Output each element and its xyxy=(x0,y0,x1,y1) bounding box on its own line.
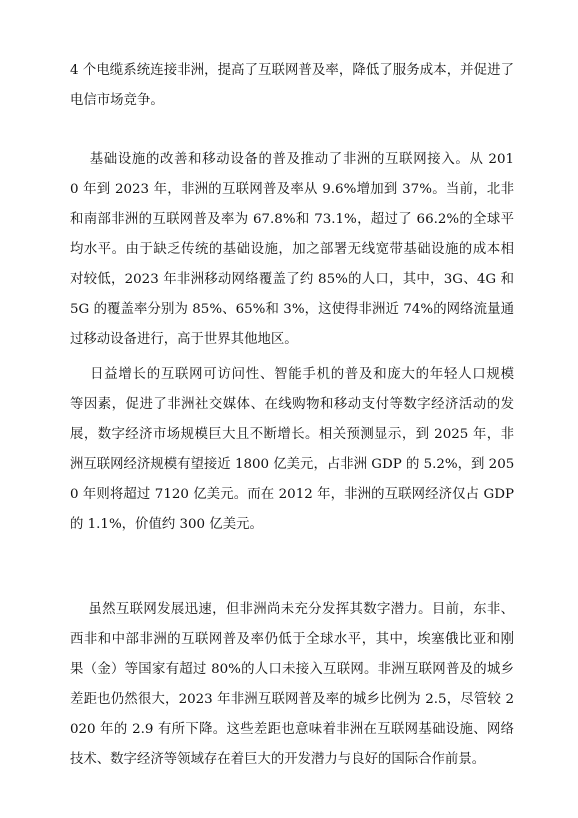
paragraph-4 xyxy=(70,595,514,775)
text-line: 020 年的 2.9 有所下降。这些差距也意味着非洲在互联网基础设施、网络 xyxy=(70,722,514,737)
paragraph-1 xyxy=(70,56,514,116)
text-line: 4 个电缆系统连接非洲，提高了互联网普及率，降低了服务成本，并促进了 xyxy=(70,63,514,78)
text-line: 的 1.1%，价值约 300 亿美元。 xyxy=(70,517,263,532)
text-line: 和南部非洲的互联网普及率为 67.8%和 73.1%，超过了 66.2%的全球平 xyxy=(70,212,514,227)
text-line: 日益增长的互联网可访问性、智能手机的普及和庞大的年轻人口规模 xyxy=(70,367,514,382)
text-line: 展，数字经济市场规模巨大且不断增长。相关预测显示，到 2025 年，非 xyxy=(70,427,514,442)
text-line: 西非和中部非洲的互联网普及率仍低于全球水平，其中，埃塞俄比亚和刚 xyxy=(70,632,514,647)
text-line: 0 年到 2023 年，非洲的互联网普及率从 9.6%增加到 37%。当前，北非 xyxy=(70,182,514,197)
text-line: 果（金）等国家有超过 80%的人口未接入互联网。非洲互联网普及的城乡 xyxy=(70,662,514,677)
text-line: 0 年则将超过 7120 亿美元。而在 2012 年，非洲的互联网经济仅占 GDP xyxy=(70,487,514,502)
paragraph-3 xyxy=(70,360,514,540)
text-line: 洲互联网经济规模有望接近 1800 亿美元，占非洲 GDP 的 5.2%，到 205 xyxy=(70,457,515,472)
paragraph-2 xyxy=(70,145,514,355)
text-line: 技术、数字经济等领域存在着巨大的开发潜力与良好的国际合作前景。 xyxy=(70,752,486,767)
text-line: 均水平。由于缺乏传统的基础设施，加之部署无线宽带基础设施的成本相 xyxy=(70,242,514,257)
text-line: 电信市场竞争。 xyxy=(70,93,164,108)
text-line: 过移动设备进行，高于世界其他地区。 xyxy=(70,332,298,347)
text-line: 基础设施的改善和移动设备的普及推动了非洲的互联网接入。从 201 xyxy=(70,152,514,167)
text-line: 差距也仍然很大，2023 年非洲互联网普及率的城乡比例为 2.5，尽管较 2 xyxy=(70,692,514,707)
text-line: 5G 的覆盖率分别为 85%、65%和 3%，这使得非洲近 74%的网络流量通 xyxy=(70,302,514,317)
text-line: 对较低，2023 年非洲移动网络覆盖了约 85%的人口，其中，3G、4G 和 xyxy=(70,272,514,287)
text-line: 虽然互联网发展迅速，但非洲尚未充分发挥其数字潜力。目前，东非、 xyxy=(70,602,514,617)
text-line: 等因素，促进了非洲社交媒体、在线购物和移动支付等数字经济活动的发 xyxy=(70,397,514,412)
